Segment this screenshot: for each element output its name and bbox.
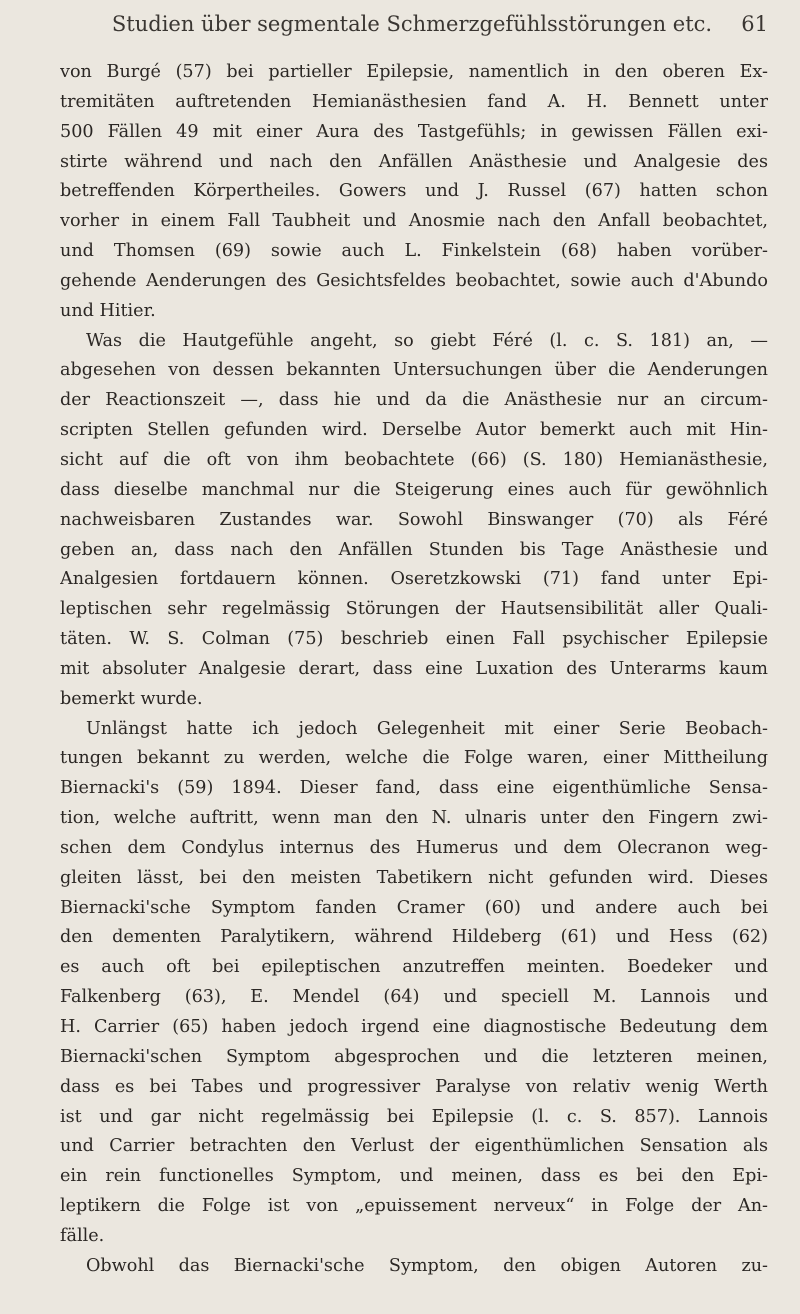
text-line: dass dieselbe manchmal nur die Steigerung eines auch für gewöhnlich bbox=[60, 479, 768, 500]
text-line: ein rein functionelles Symptom, und meinen, dass es bei den Epi- bbox=[60, 1166, 768, 1187]
text-line: Biernacki'sche Symptom fanden Cramer (60) und andere auch bei bbox=[60, 897, 768, 918]
text-line: geben an, dass nach den Anfällen Stunden bis Tage Anästhesie und bbox=[60, 539, 768, 560]
text-line: tungen bekannt zu werden, welche die Folge waren, einer Mittheilung bbox=[60, 748, 768, 769]
text-line: Analgesien fortdauern können. Oseretzkowski (71) fand unter Epi- bbox=[60, 569, 768, 590]
running-title: Studien über segmentale Schmerzgefühlsstörungen etc. bbox=[111, 12, 713, 36]
text-line: gleiten lässt, bei den meisten Tabetikern nicht gefunden wird. Dieses bbox=[60, 867, 768, 888]
text-line: Falkenberg (63), E. Mendel (64) und speciell M. Lannois und bbox=[60, 987, 768, 1008]
text-line: fälle. bbox=[60, 1225, 105, 1246]
text-line: Was die Hautgefühle angeht, so giebt Féré (l. c. S. 181) an, — bbox=[86, 330, 768, 351]
text-line: bemerkt wurde. bbox=[60, 688, 203, 709]
text-line: scripten Stellen gefunden wird. Derselbe Autor bemerkt auch mit Hin- bbox=[60, 420, 768, 441]
text-line: vorher in einem Fall Taubheit und Anosmie nach den Anfall beobachtet, bbox=[60, 211, 768, 232]
text-line: tremitäten auftretenden Hemianästhesien fand A. H. Bennett unter bbox=[60, 91, 768, 112]
text-line: gehende Aenderungen des Gesichtsfeldes beobachtet, sowie auch d'Abundo bbox=[60, 270, 768, 291]
text-line: leptischen sehr regelmässig Störungen der Hautsensibilität aller Quali- bbox=[60, 599, 768, 620]
text-line: nachweisbaren Zustandes war. Sowohl Binswanger (70) als Féré bbox=[60, 509, 768, 530]
text-line: es auch oft bei epileptischen anzutreffen meinten. Boedeker und bbox=[60, 957, 768, 978]
text-line: und Thomsen (69) sowie auch L. Finkelstein (68) haben vorüber- bbox=[60, 241, 768, 262]
text-line: betreffenden Körpertheiles. Gowers und J. Russel (67) hatten schon bbox=[60, 181, 768, 202]
text-line: und Carrier betrachten den Verlust der eigenthümlichen Sensation als bbox=[60, 1136, 768, 1157]
text-line: ist und gar nicht regelmässig bei Epilepsie (l. c. S. 857). Lannois bbox=[60, 1106, 768, 1127]
body-text bbox=[60, 58, 768, 1282]
text-line: der Reactionszeit —, dass hie und da die Anästhesie nur an circum- bbox=[60, 390, 768, 411]
text-line: dass es bei Tabes und progressiver Paralyse von relativ wenig Werth bbox=[60, 1076, 768, 1097]
text-line: Biernacki'schen Symptom abgesprochen und die letzteren meinen, bbox=[60, 1046, 768, 1067]
text-line: leptikern die Folge ist von „epuissement nerveux“ in Folge der An- bbox=[60, 1196, 768, 1217]
text-line: 500 Fällen 49 mit einer Aura des Tastgefühls; in gewissen Fällen exi- bbox=[60, 121, 768, 142]
page-number: 61 bbox=[741, 12, 768, 36]
text-line: schen dem Condylus internus des Humerus und dem Olecranon weg- bbox=[60, 837, 768, 858]
running-header bbox=[56, 12, 768, 46]
text-line: und Hitier. bbox=[60, 300, 156, 321]
text-line: stirte während und nach den Anfällen Anästhesie und Analgesie des bbox=[60, 151, 768, 172]
text-line: von Burgé (57) bei partieller Epilepsie, namentlich in den oberen Ex- bbox=[60, 62, 768, 82]
text-line: den dementen Paralytikern, während Hildeberg (61) und Hess (62) bbox=[60, 927, 768, 948]
text-line: H. Carrier (65) haben jedoch irgend eine diagnostische Bedeutung dem bbox=[60, 1017, 768, 1037]
text-line: Obwohl das Biernacki'sche Symptom, den obigen Autoren zu- bbox=[86, 1255, 768, 1276]
text-line: abgesehen von dessen bekannten Untersuchungen über die Aenderungen bbox=[60, 360, 768, 381]
text-line: tion, welche auftritt, wenn man den N. ulnaris unter den Fingern zwi- bbox=[60, 808, 768, 829]
text-line: sicht auf die oft von ihm beobachtete (66) (S. 180) Hemianästhesie, bbox=[60, 449, 768, 470]
text-line: mit absoluter Analgesie derart, dass eine Luxation des Unterarms kaum bbox=[60, 658, 768, 679]
text-line: täten. W. S. Colman (75) beschrieb einen Fall psychischer Epilepsie bbox=[60, 629, 768, 650]
text-line: Biernacki's (59) 1894. Dieser fand, dass eine eigenthümliche Sensa- bbox=[60, 778, 768, 799]
text-line: Unlängst hatte ich jedoch Gelegenheit mit einer Serie Beobach- bbox=[86, 718, 768, 739]
